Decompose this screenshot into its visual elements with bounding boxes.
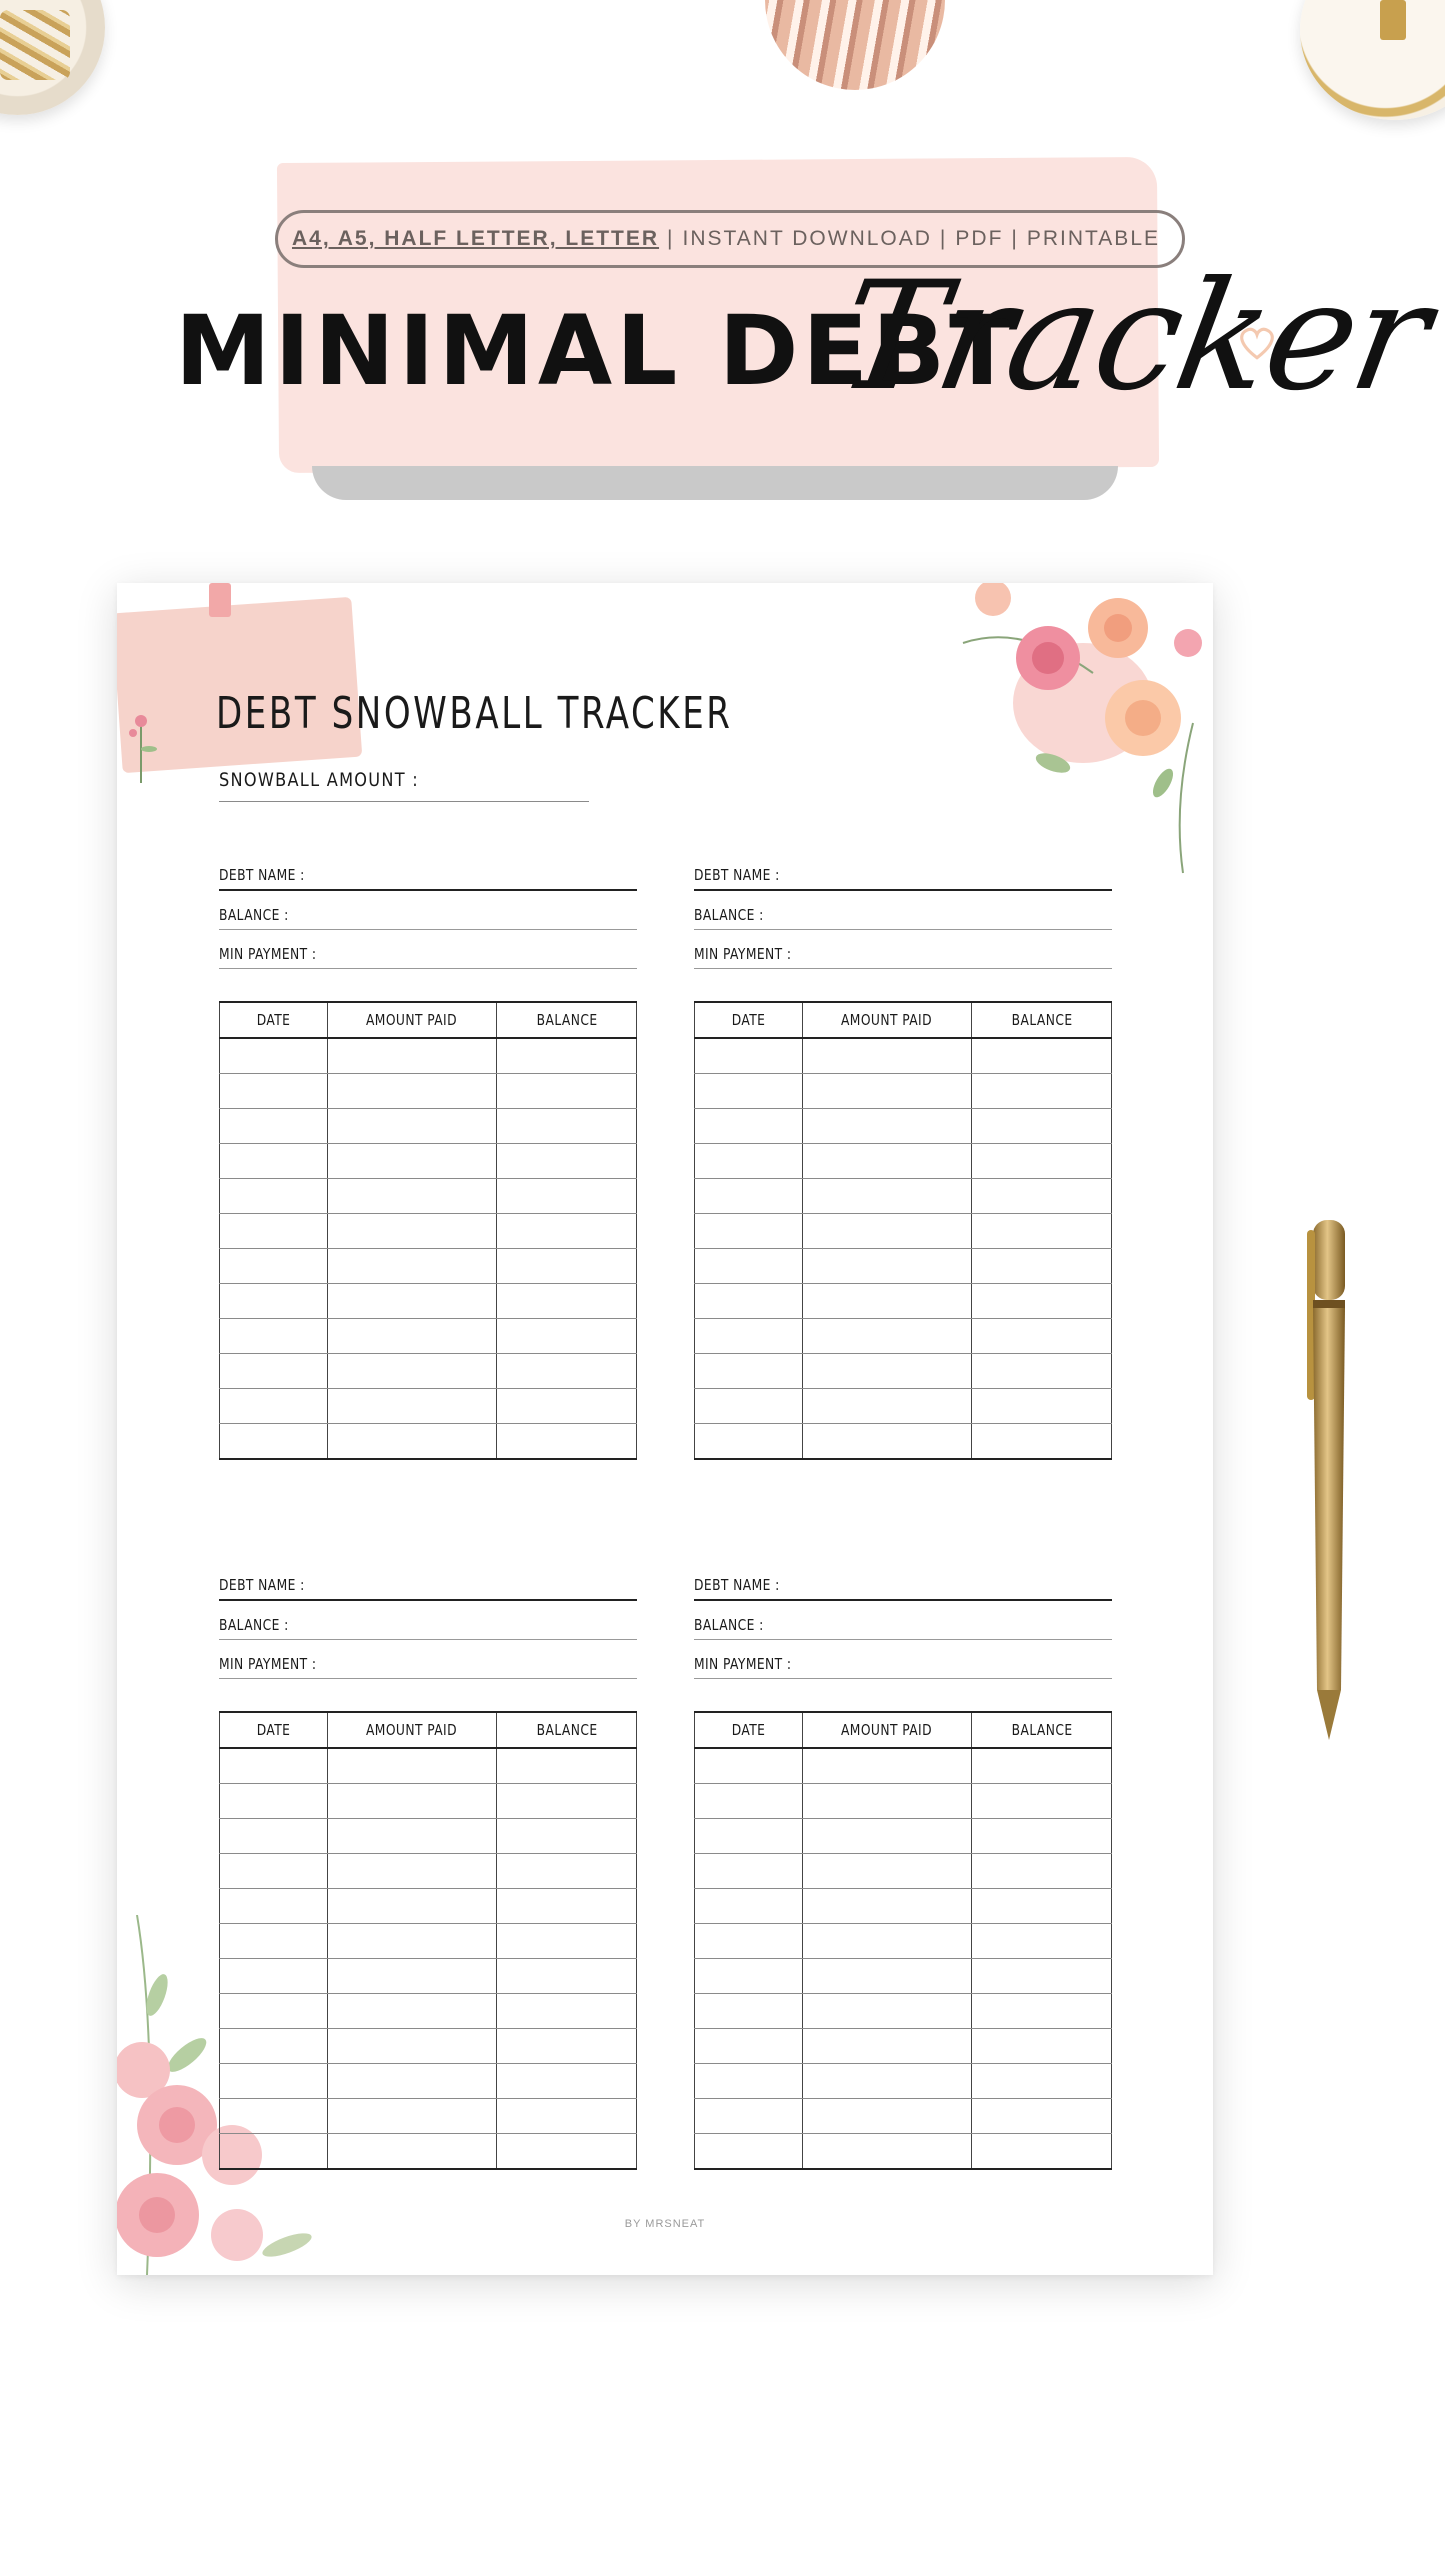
- balance-cell[interactable]: [497, 1179, 637, 1214]
- balance-cell[interactable]: [972, 1319, 1112, 1354]
- date-cell[interactable]: [220, 1284, 328, 1319]
- table-row: [695, 1179, 1112, 1214]
- amount-paid-cell[interactable]: [802, 1109, 972, 1144]
- date-cell[interactable]: [695, 1389, 803, 1424]
- amount-paid-cell[interactable]: [327, 2134, 497, 2170]
- shell-dish: [765, 0, 945, 90]
- amount-paid-cell[interactable]: [802, 1389, 972, 1424]
- balance-cell[interactable]: [972, 1854, 1112, 1889]
- payment-log-table: [219, 1711, 637, 2170]
- amount-paid-cell[interactable]: [802, 1354, 972, 1389]
- table-row: [220, 1854, 637, 1889]
- date-cell[interactable]: [695, 1819, 803, 1854]
- date-cell[interactable]: [220, 1144, 328, 1179]
- balance-cell[interactable]: [972, 1074, 1112, 1109]
- balance-header: BALANCE: [497, 1712, 637, 1748]
- date-cell[interactable]: [695, 1249, 803, 1284]
- balance-cell[interactable]: [497, 1389, 637, 1424]
- table-row: [220, 1319, 637, 1354]
- amount-paid-cell[interactable]: [327, 1389, 497, 1424]
- table-row: [220, 1748, 637, 1784]
- amount-paid-cell[interactable]: [802, 1144, 972, 1179]
- amount-paid-cell[interactable]: [802, 2099, 972, 2134]
- amount-paid-cell[interactable]: [802, 2134, 972, 2170]
- date-cell[interactable]: [220, 2029, 328, 2064]
- balance-cell[interactable]: [497, 2099, 637, 2134]
- balance-cell[interactable]: [972, 1424, 1112, 1460]
- date-cell[interactable]: [220, 1819, 328, 1854]
- amount-paid-cell[interactable]: [802, 1959, 972, 1994]
- date-cell[interactable]: [695, 1354, 803, 1389]
- table-row: [695, 1249, 1112, 1284]
- heart-icon: [1236, 322, 1278, 364]
- amount-paid-cell[interactable]: [327, 1854, 497, 1889]
- table-row: [220, 1038, 637, 1074]
- balance-header: BALANCE: [497, 1002, 637, 1038]
- table-row: [695, 1144, 1112, 1179]
- min-payment-field[interactable]: MIN PAYMENT :: [219, 930, 637, 969]
- amount-paid-cell[interactable]: [327, 1748, 497, 1784]
- balance-cell[interactable]: [497, 1319, 637, 1354]
- table-row: [695, 1424, 1112, 1460]
- gray-brush-shadow: [312, 466, 1118, 500]
- balance-cell[interactable]: [972, 1109, 1112, 1144]
- balance-field[interactable]: BALANCE :: [694, 891, 1112, 930]
- amount-paid-cell[interactable]: [802, 1249, 972, 1284]
- table-row: [695, 1284, 1112, 1319]
- amount-paid-cell[interactable]: [327, 1214, 497, 1249]
- table-row: [695, 2029, 1112, 2064]
- table-row: [695, 1109, 1112, 1144]
- date-cell[interactable]: [695, 1994, 803, 2029]
- amount-paid-cell[interactable]: [327, 1784, 497, 1819]
- balance-cell[interactable]: [497, 1354, 637, 1389]
- debt-block: [694, 1561, 1112, 2170]
- amount-paid-cell[interactable]: [802, 1038, 972, 1074]
- payment-log-table: [694, 1711, 1112, 2170]
- table-row: [695, 1784, 1112, 1819]
- table-row: [220, 1074, 637, 1109]
- balance-cell[interactable]: [972, 1748, 1112, 1784]
- amount-paid-header: AMOUNT PAID: [327, 1712, 497, 1748]
- date-cell[interactable]: [220, 2064, 328, 2099]
- balance-cell[interactable]: [972, 1389, 1112, 1424]
- payment-log-table: [219, 1001, 637, 1460]
- amount-paid-cell[interactable]: [327, 1319, 497, 1354]
- table-row: [695, 1038, 1112, 1074]
- balance-cell[interactable]: [497, 1748, 637, 1784]
- amount-paid-cell[interactable]: [327, 1889, 497, 1924]
- amount-paid-cell[interactable]: [327, 2029, 497, 2064]
- amount-paid-cell[interactable]: [802, 2064, 972, 2099]
- balance-cell[interactable]: [972, 1284, 1112, 1319]
- balance-field[interactable]: BALANCE :: [219, 891, 637, 930]
- min-payment-field[interactable]: MIN PAYMENT :: [694, 930, 1112, 969]
- planner-sheet: [117, 583, 1213, 2275]
- formats-text: A4, A5, HALF LETTER, LETTER: [291, 227, 660, 250]
- amount-paid-cell[interactable]: [802, 1284, 972, 1319]
- date-header: DATE: [695, 1002, 803, 1038]
- balance-cell[interactable]: [972, 1214, 1112, 1249]
- amount-paid-cell[interactable]: [802, 1179, 972, 1214]
- date-cell[interactable]: [695, 1109, 803, 1144]
- table-row: [695, 1924, 1112, 1959]
- date-cell[interactable]: [695, 1144, 803, 1179]
- amount-paid-cell[interactable]: [327, 1249, 497, 1284]
- balance-cell[interactable]: [972, 1994, 1112, 2029]
- balance-cell[interactable]: [972, 1959, 1112, 1994]
- balance-cell[interactable]: [497, 1994, 637, 2029]
- table-row: [695, 1074, 1112, 1109]
- pdf-text: PDF: [955, 227, 1004, 250]
- format-pill: A4, A5, HALF LETTER, LETTER | INSTANT DOWNLOAD | PDF | PRINTABLE: [275, 210, 1185, 268]
- balance-cell[interactable]: [972, 2099, 1112, 2134]
- snowball-amount-label: SNOWBALL AMOUNT :: [219, 769, 419, 791]
- amount-paid-cell[interactable]: [802, 1748, 972, 1784]
- debt-name-field[interactable]: DEBT NAME :: [694, 851, 1112, 891]
- table-row: [220, 2029, 637, 2064]
- balance-cell[interactable]: [497, 2064, 637, 2099]
- date-cell[interactable]: [220, 1354, 328, 1389]
- amount-paid-cell[interactable]: [327, 1074, 497, 1109]
- amount-paid-cell[interactable]: [327, 1109, 497, 1144]
- table-row: [220, 2099, 637, 2134]
- table-row: [695, 1389, 1112, 1424]
- balance-cell[interactable]: [497, 1854, 637, 1889]
- date-cell[interactable]: [695, 1889, 803, 1924]
- amount-paid-cell[interactable]: [802, 1889, 972, 1924]
- table-row: [695, 1748, 1112, 1784]
- debt-block: [219, 1561, 637, 2170]
- table-row: [695, 2099, 1112, 2134]
- balance-cell[interactable]: [972, 1889, 1112, 1924]
- balance-cell[interactable]: [497, 1249, 637, 1284]
- download-text: INSTANT DOWNLOAD: [682, 227, 932, 250]
- coaster: [1300, 0, 1445, 120]
- debt-block: [219, 851, 637, 1460]
- payment-log-table: [694, 1001, 1112, 1460]
- amount-paid-cell[interactable]: [327, 1924, 497, 1959]
- rose-bouquet-top: [933, 583, 1213, 883]
- date-cell[interactable]: [220, 1994, 328, 2029]
- amount-paid-cell[interactable]: [327, 1144, 497, 1179]
- balance-cell[interactable]: [972, 1354, 1112, 1389]
- date-header: DATE: [220, 1002, 328, 1038]
- balance-cell[interactable]: [497, 2134, 637, 2170]
- amount-paid-cell[interactable]: [802, 1074, 972, 1109]
- balance-cell[interactable]: [497, 1144, 637, 1179]
- date-header: DATE: [695, 1712, 803, 1748]
- date-cell[interactable]: [220, 1214, 328, 1249]
- amount-paid-header: AMOUNT PAID: [802, 1002, 972, 1038]
- table-row: [220, 1179, 637, 1214]
- date-cell[interactable]: [695, 2064, 803, 2099]
- date-cell[interactable]: [220, 1389, 328, 1424]
- table-row: [220, 1924, 637, 1959]
- debt-block: [694, 851, 1112, 1460]
- date-cell[interactable]: [220, 2134, 328, 2170]
- date-cell[interactable]: [220, 2099, 328, 2134]
- table-row: [695, 1354, 1112, 1389]
- amount-paid-cell[interactable]: [802, 2029, 972, 2064]
- date-cell[interactable]: [695, 1214, 803, 1249]
- balance-cell[interactable]: [497, 1889, 637, 1924]
- date-cell[interactable]: [220, 1424, 328, 1460]
- balance-cell[interactable]: [497, 1819, 637, 1854]
- table-row: [220, 1249, 637, 1284]
- date-cell[interactable]: [695, 1179, 803, 1214]
- table-row: [695, 2064, 1112, 2099]
- table-row: [695, 1214, 1112, 1249]
- debt-name-field[interactable]: DEBT NAME :: [219, 1561, 637, 1601]
- table-row: [695, 2134, 1112, 2170]
- amount-paid-cell[interactable]: [327, 1819, 497, 1854]
- amount-paid-cell[interactable]: [327, 1179, 497, 1214]
- date-cell[interactable]: [220, 1889, 328, 1924]
- balance-cell[interactable]: [972, 1819, 1112, 1854]
- amount-paid-cell[interactable]: [327, 1284, 497, 1319]
- balance-cell[interactable]: [972, 1038, 1112, 1074]
- balance-cell[interactable]: [497, 1784, 637, 1819]
- date-cell[interactable]: [695, 1284, 803, 1319]
- title-script: Tracker: [826, 250, 1440, 424]
- balance-cell[interactable]: [497, 1038, 637, 1074]
- table-row: [220, 1424, 637, 1460]
- amount-paid-header: AMOUNT PAID: [802, 1712, 972, 1748]
- table-row: [220, 1994, 637, 2029]
- amount-paid-cell[interactable]: [802, 1994, 972, 2029]
- date-cell[interactable]: [695, 1424, 803, 1460]
- balance-cell[interactable]: [972, 2029, 1112, 2064]
- amount-paid-cell[interactable]: [327, 1424, 497, 1460]
- balance-cell[interactable]: [972, 2064, 1112, 2099]
- balance-cell[interactable]: [497, 2029, 637, 2064]
- printable-text: PRINTABLE: [1026, 227, 1161, 250]
- flower-sprig-icon: [121, 703, 161, 783]
- balance-cell[interactable]: [497, 1109, 637, 1144]
- date-cell[interactable]: [220, 1179, 328, 1214]
- balance-cell[interactable]: [497, 1424, 637, 1460]
- sheet-title: DEBT SNOWBALL TRACKER: [216, 688, 733, 739]
- date-cell[interactable]: [695, 1038, 803, 1074]
- table-row: [220, 1144, 637, 1179]
- table-row: [220, 1819, 637, 1854]
- date-cell[interactable]: [695, 1748, 803, 1784]
- byline: BY MRSNEAT: [624, 2218, 706, 2230]
- balance-cell[interactable]: [497, 1284, 637, 1319]
- date-cell[interactable]: [695, 1924, 803, 1959]
- amount-paid-cell[interactable]: [327, 2064, 497, 2099]
- tape: [209, 583, 231, 617]
- amount-paid-cell[interactable]: [802, 1819, 972, 1854]
- balance-cell[interactable]: [972, 1179, 1112, 1214]
- balance-header: BALANCE: [972, 1712, 1112, 1748]
- table-row: [695, 1994, 1112, 2029]
- balance-field[interactable]: BALANCE :: [219, 1601, 637, 1640]
- title-bold: MINIMAL DEBT: [175, 295, 1019, 407]
- table-row: [695, 1889, 1112, 1924]
- date-cell[interactable]: [695, 2099, 803, 2134]
- debt-name-field[interactable]: DEBT NAME :: [219, 851, 637, 891]
- table-row: [220, 1284, 637, 1319]
- table-row: [220, 1889, 637, 1924]
- table-row: [695, 1854, 1112, 1889]
- table-row: [220, 2064, 637, 2099]
- table-row: [220, 1214, 637, 1249]
- min-payment-field[interactable]: MIN PAYMENT :: [219, 1640, 637, 1679]
- balance-cell[interactable]: [972, 1144, 1112, 1179]
- amount-paid-cell[interactable]: [327, 2099, 497, 2134]
- date-cell[interactable]: [695, 1074, 803, 1109]
- gold-pen: [1303, 1220, 1355, 1740]
- balance-cell[interactable]: [972, 1249, 1112, 1284]
- amount-paid-cell[interactable]: [802, 1424, 972, 1460]
- date-cell[interactable]: [220, 1854, 328, 1889]
- date-cell[interactable]: [695, 1959, 803, 1994]
- table-row: [695, 1819, 1112, 1854]
- balance-cell[interactable]: [497, 1959, 637, 1994]
- date-cell[interactable]: [695, 1784, 803, 1819]
- date-cell[interactable]: [220, 1109, 328, 1144]
- balance-field[interactable]: BALANCE :: [694, 1601, 1112, 1640]
- amount-paid-cell[interactable]: [327, 1994, 497, 2029]
- date-cell[interactable]: [220, 1038, 328, 1074]
- table-row: [220, 1354, 637, 1389]
- amount-paid-cell[interactable]: [327, 1354, 497, 1389]
- snowball-amount-line[interactable]: [219, 801, 589, 802]
- date-cell[interactable]: [695, 2134, 803, 2170]
- balance-cell[interactable]: [972, 2134, 1112, 2170]
- table-row: [220, 1389, 637, 1424]
- amount-paid-cell[interactable]: [802, 1784, 972, 1819]
- balance-cell[interactable]: [497, 1074, 637, 1109]
- date-cell[interactable]: [220, 1074, 328, 1109]
- date-cell[interactable]: [220, 1319, 328, 1354]
- min-payment-field[interactable]: MIN PAYMENT :: [694, 1640, 1112, 1679]
- amount-paid-cell[interactable]: [327, 1038, 497, 1074]
- paper-clips-dish: [0, 0, 105, 115]
- date-cell[interactable]: [220, 1784, 328, 1819]
- balance-header: BALANCE: [972, 1002, 1112, 1038]
- date-cell[interactable]: [695, 2029, 803, 2064]
- date-cell[interactable]: [220, 1924, 328, 1959]
- table-row: [220, 1109, 637, 1144]
- amount-paid-header: AMOUNT PAID: [327, 1002, 497, 1038]
- table-row: [695, 1319, 1112, 1354]
- amount-paid-cell[interactable]: [802, 1924, 972, 1959]
- date-header: DATE: [220, 1712, 328, 1748]
- amount-paid-cell[interactable]: [327, 1959, 497, 1994]
- amount-paid-cell[interactable]: [802, 1214, 972, 1249]
- amount-paid-cell[interactable]: [802, 1319, 972, 1354]
- table-row: [695, 1959, 1112, 1994]
- date-cell[interactable]: [220, 1249, 328, 1284]
- table-row: [220, 2134, 637, 2170]
- date-cell[interactable]: [695, 1319, 803, 1354]
- balance-cell[interactable]: [972, 1924, 1112, 1959]
- debt-name-field[interactable]: DEBT NAME :: [694, 1561, 1112, 1601]
- balance-cell[interactable]: [497, 1924, 637, 1959]
- table-row: [220, 1784, 637, 1819]
- table-row: [220, 1959, 637, 1994]
- balance-cell[interactable]: [972, 1784, 1112, 1819]
- date-cell[interactable]: [220, 1959, 328, 1994]
- amount-paid-cell[interactable]: [802, 1854, 972, 1889]
- balance-cell[interactable]: [497, 1214, 637, 1249]
- date-cell[interactable]: [220, 1748, 328, 1784]
- date-cell[interactable]: [695, 1854, 803, 1889]
